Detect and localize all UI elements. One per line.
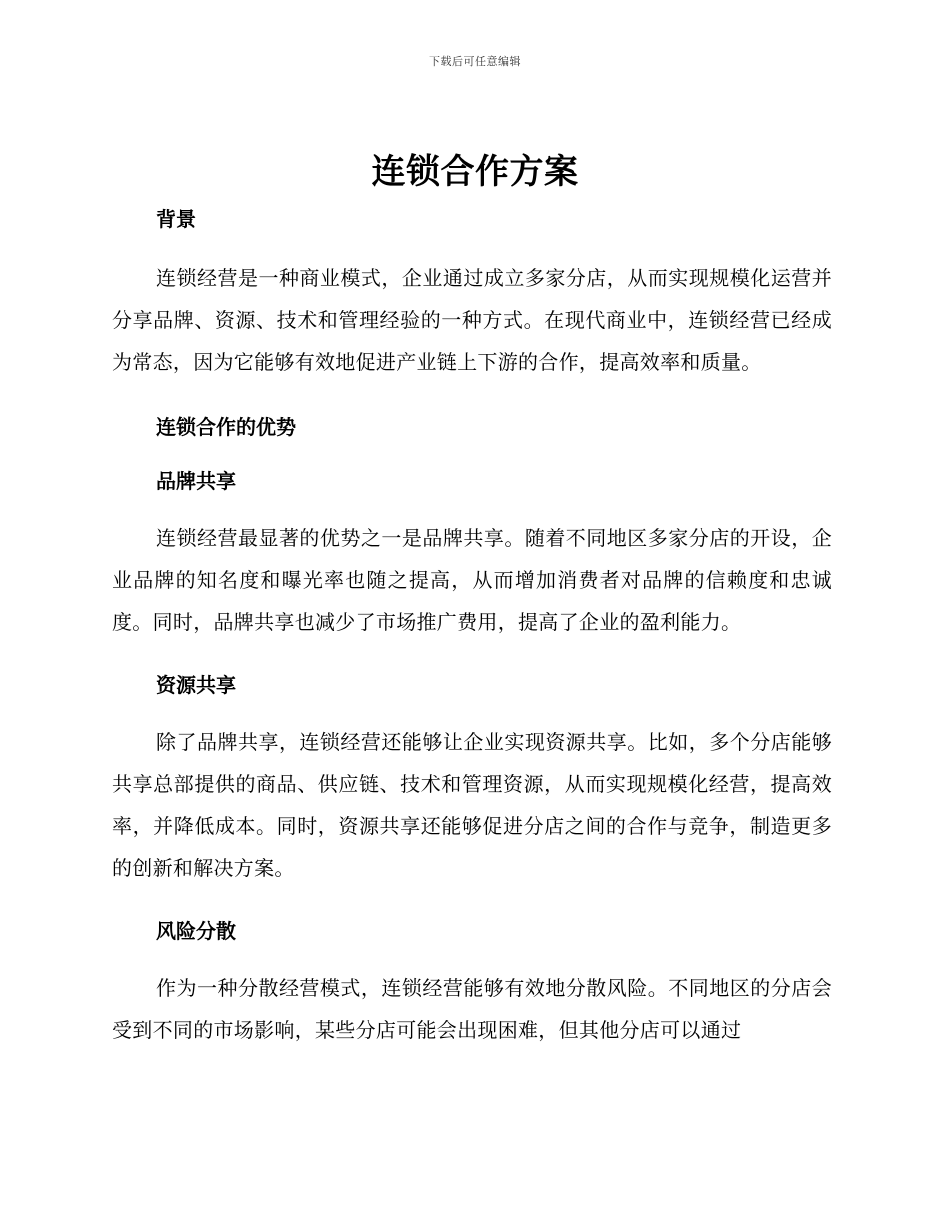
section-heading-advantages: 连锁合作的优势 — [156, 415, 296, 439]
section-heading-background: 背景 — [156, 207, 196, 231]
document-body — [112, 200, 832, 1051]
header-note: 下载后可任意编辑 — [429, 55, 521, 68]
paragraph-brand-sharing: 连锁经营最显著的优势之一是品牌共享。随着不同地区多家分店的开设，企业品牌的知名度和曝光率也随之提高，从而增加消费者对品牌的信赖度和忠诚度。同时，品牌共享也减少了市场推广费用，提高了企业的盈利能力。 — [112, 526, 832, 634]
subsection-heading-brand-sharing: 品牌共享 — [156, 469, 236, 493]
paragraph-resource-sharing: 除了品牌共享，连锁经营还能够让企业实现资源共享。比如，多个分店能够共享总部提供的商品、供应链、技术和管理资源，从而实现规模化经营，提高效率，并降低成本。同时，资源共享还能够促进分店之间的合作与竞争，制造更多的创新和解决方案。 — [112, 730, 832, 880]
subsection-heading-risk-diversification: 风险分散 — [156, 919, 236, 943]
paragraph-background: 连锁经营是一种商业模式，企业通过成立多家分店，从而实现规模化运营并分享品牌、资源、技术和管理经验的一种方式。在现代商业中，连锁经营已经成为常态，因为它能够有效地促进产业链上下游的合作，提高效率和质量。 — [112, 266, 832, 374]
document-title: 连锁合作方案 — [371, 152, 579, 192]
paragraph-risk-diversification: 作为一种分散经营模式，连锁经营能够有效地分散风险。不同地区的分店会受到不同的市场影响，某些分店可能会出现困难，但其他分店可以通过 — [112, 976, 832, 1042]
subsection-heading-resource-sharing: 资源共享 — [156, 673, 236, 697]
